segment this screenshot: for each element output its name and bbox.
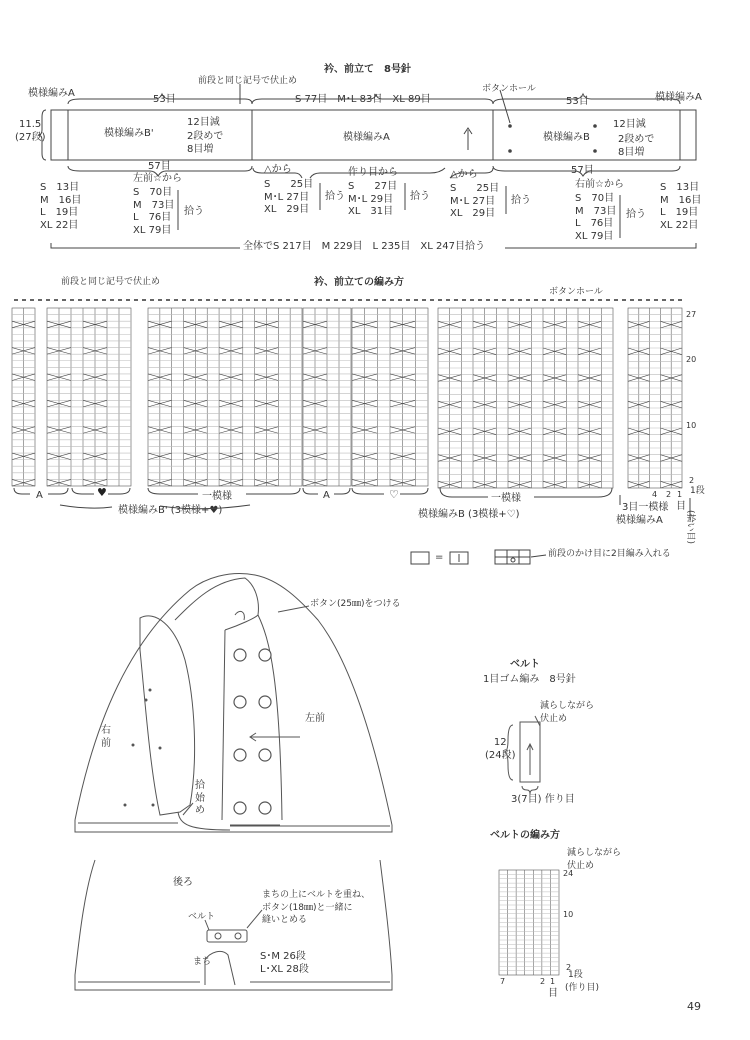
total-line-right <box>505 243 696 248</box>
chart-three-one: 3目一模様 <box>622 502 669 513</box>
belt-dec-bind: 減らしながら 伏止め <box>540 701 595 724</box>
brace-left-bottom <box>68 166 252 176</box>
collar-left-pattern-top: 模様編みA <box>28 88 75 99</box>
chart-bottom-left: 模様編みB' (3模様+♥) <box>118 505 223 516</box>
chart-title: 衿、前立ての編み方 <box>314 277 404 288</box>
belt-height: 12 (24段) <box>485 737 516 761</box>
belt-title: ベルト <box>510 659 540 670</box>
chart-block-b-prime-left <box>47 308 131 486</box>
belt-cast-on-row: (作り目) <box>565 983 600 993</box>
illustration-belt-note: まちの上にベルトを重ね、 ボタン(18㎜)と一緒に 縫いとめる <box>262 890 371 925</box>
belt-row-1: 1段 <box>568 970 583 980</box>
collar-left-front-pick-up: 拾う <box>184 206 204 217</box>
belt-chart <box>499 870 559 975</box>
chart-block-center-a <box>303 308 351 486</box>
collar-left-triangle-from: △から <box>264 164 292 175</box>
chart-label-a1: A <box>36 490 43 501</box>
collar-neck-pick: S 27目 M･L 29目 XL 31目 <box>348 181 398 217</box>
chart-pick-rows: (拾い目) <box>685 510 695 545</box>
illustration-back: 後ろ <box>173 877 193 888</box>
chart-row-27: 27 <box>686 310 697 319</box>
belt-col-7: 7 <box>500 977 506 986</box>
chart-col-mark: 目 <box>676 501 686 512</box>
brace-left-top <box>68 94 252 104</box>
collar-left-edge-pick: S 13目 M 16目 L 19目 XL 22目 <box>40 182 82 231</box>
collar-right-front-pick-up: 拾う <box>626 209 646 220</box>
belt-col-1: 1 <box>550 977 556 986</box>
collar-left-triangle-pick: S 25目 M･L 27目 XL 29目 <box>264 179 314 215</box>
collar-center-sts: S 77目 M･L 83目 XL 89目 <box>295 94 431 105</box>
brace-right-top <box>493 94 680 104</box>
collar-left-front-pick: S 70目 M 73目 L 76目 XL 79目 <box>133 187 175 236</box>
chart-block-a-left <box>12 308 35 486</box>
total-line-left <box>51 243 240 248</box>
belt-chart-dec-bind: 減らしながら 伏止め <box>567 848 622 871</box>
collar-left-front-label: 左前☆から <box>133 173 182 184</box>
illustration-button-note: ボタン(25㎜)をつける <box>310 599 401 609</box>
illustration-right-front: 右 前 <box>101 725 111 749</box>
chart-heart-open: ♡ <box>389 488 399 501</box>
chart-row-2: 2 <box>689 476 695 485</box>
legend-equals: = <box>435 552 444 563</box>
cape-buttonholes <box>124 689 162 807</box>
collar-right-triangle-from: △から <box>450 169 478 180</box>
brace-left-triangle <box>253 168 302 178</box>
chart-row-10: 10 <box>686 421 697 430</box>
collar-right-front-pick: S 70目 M 73目 L 76目 XL 79目 <box>575 193 617 242</box>
brace-center-top <box>252 94 493 104</box>
collar-right-sts-top: 53目 <box>566 96 589 107</box>
illustration-gusset-rows: S･M 26段 L･XL 28段 <box>260 951 309 975</box>
buttonhole-leader <box>500 90 510 123</box>
collar-right-edge-pick: S 13目 M 16目 L 19目 XL 22目 <box>660 182 702 231</box>
chart-bottom-right: 模様編みB (3模様+♡) <box>418 509 520 520</box>
belt-chart-grid <box>499 870 559 975</box>
legend-empty-cell <box>411 552 429 564</box>
chart-block-a-right <box>628 308 682 488</box>
illustration-gusset: まち <box>193 957 212 967</box>
chart-heart: ♥ <box>97 486 107 499</box>
collar-right-bottom-sts: 57目 <box>571 165 594 176</box>
belt-row-10: 10 <box>563 910 574 919</box>
belt-cast-on: 3(7目) 作り目 <box>511 794 575 805</box>
chart-pattern-a: 模様編みA <box>616 515 663 526</box>
legend-note: 前段のかけ目に2目編み入れる <box>548 549 671 559</box>
collar-title: 衿、前立て 8号針 <box>324 64 411 75</box>
collar-left-bottom-sts: 57目 <box>148 161 171 172</box>
collar-right-dec: 12目減 <box>613 119 646 130</box>
chart-one-pattern-2: 一模様 <box>491 493 521 504</box>
collar-neck-pick-up: 拾う <box>410 191 430 202</box>
chart-bind-off-note: 前段と同じ記号で伏止め <box>61 277 161 287</box>
chart-col-4: 4 <box>652 490 658 499</box>
collar-neck-label: 作り目から <box>348 167 398 178</box>
belt-col-mark: 目 <box>548 988 558 999</box>
cape-buttons <box>234 649 271 814</box>
belt-row-2: 2 <box>566 963 572 972</box>
collar-total: 全体でS 217目 M 229目 L 235目 XL 247目拾う <box>243 241 486 252</box>
belt-row-24: 24 <box>563 869 574 878</box>
collar-height-rows: (27段) <box>15 132 46 143</box>
collar-left-dec: 12目減 <box>187 117 220 128</box>
collar-left-panel-pattern: 模様編みB' <box>104 128 154 139</box>
collar-left-triangle-pick-up: 拾う <box>325 191 345 202</box>
collar-right-panel-pattern: 模様編みB <box>543 132 590 143</box>
collar-center-pattern: 模様編みA <box>343 132 390 143</box>
belt-subtitle: 1目ゴム編み 8号針 <box>483 674 576 685</box>
brace-height <box>38 110 46 160</box>
chart-label-a2: A <box>323 490 330 501</box>
illustration-left-front: 左前 <box>305 713 325 724</box>
belt-col-2: 2 <box>540 977 546 986</box>
chart-row-1: 1段 <box>690 486 705 496</box>
chart-row-20: 20 <box>686 355 697 364</box>
collar-right-triangle-pick: S 25目 M･L 27目 XL 29目 <box>450 183 500 219</box>
brace-neck <box>310 168 445 178</box>
belt-schematic <box>504 716 540 794</box>
knitting-chart <box>12 300 682 488</box>
chart-block-b-left <box>352 308 428 486</box>
chart-col-2: 2 <box>666 490 672 499</box>
brace-right-bottom <box>493 166 680 176</box>
collar-left-sts-top: 53目 <box>153 94 176 105</box>
chart-buttonhole: ボタンホール <box>549 287 603 297</box>
collar-height: 11.5 <box>19 119 42 130</box>
collar-right-pattern-top: 模様編みA <box>655 92 702 103</box>
chart-col-1: 1 <box>677 490 683 499</box>
page-number: 49 <box>687 1000 701 1013</box>
illustration-belt: ベルト <box>188 912 216 922</box>
collar-outline <box>51 110 696 160</box>
collar-right-triangle-pick-up: 拾う <box>511 195 531 206</box>
collar-right-front-label: 右前☆から <box>575 179 624 190</box>
collar-right-inc: 2段めで 8目増 <box>618 134 655 158</box>
collar-bind-off-note: 前段と同じ記号で伏止め <box>198 76 298 86</box>
cape-back-illustration <box>75 860 392 990</box>
illustration-start-pick: 拾 始 め <box>195 780 205 816</box>
brace-right-triangle <box>450 168 493 178</box>
collar-left-inc: 2段めで 8目増 <box>187 131 224 155</box>
collar-buttonhole: ボタンホール <box>482 84 536 94</box>
chart-block-b-main <box>438 308 613 488</box>
belt-chart-title: ベルトの編み方 <box>490 830 560 841</box>
chart-one-pattern-1: 一模様 <box>202 491 232 502</box>
